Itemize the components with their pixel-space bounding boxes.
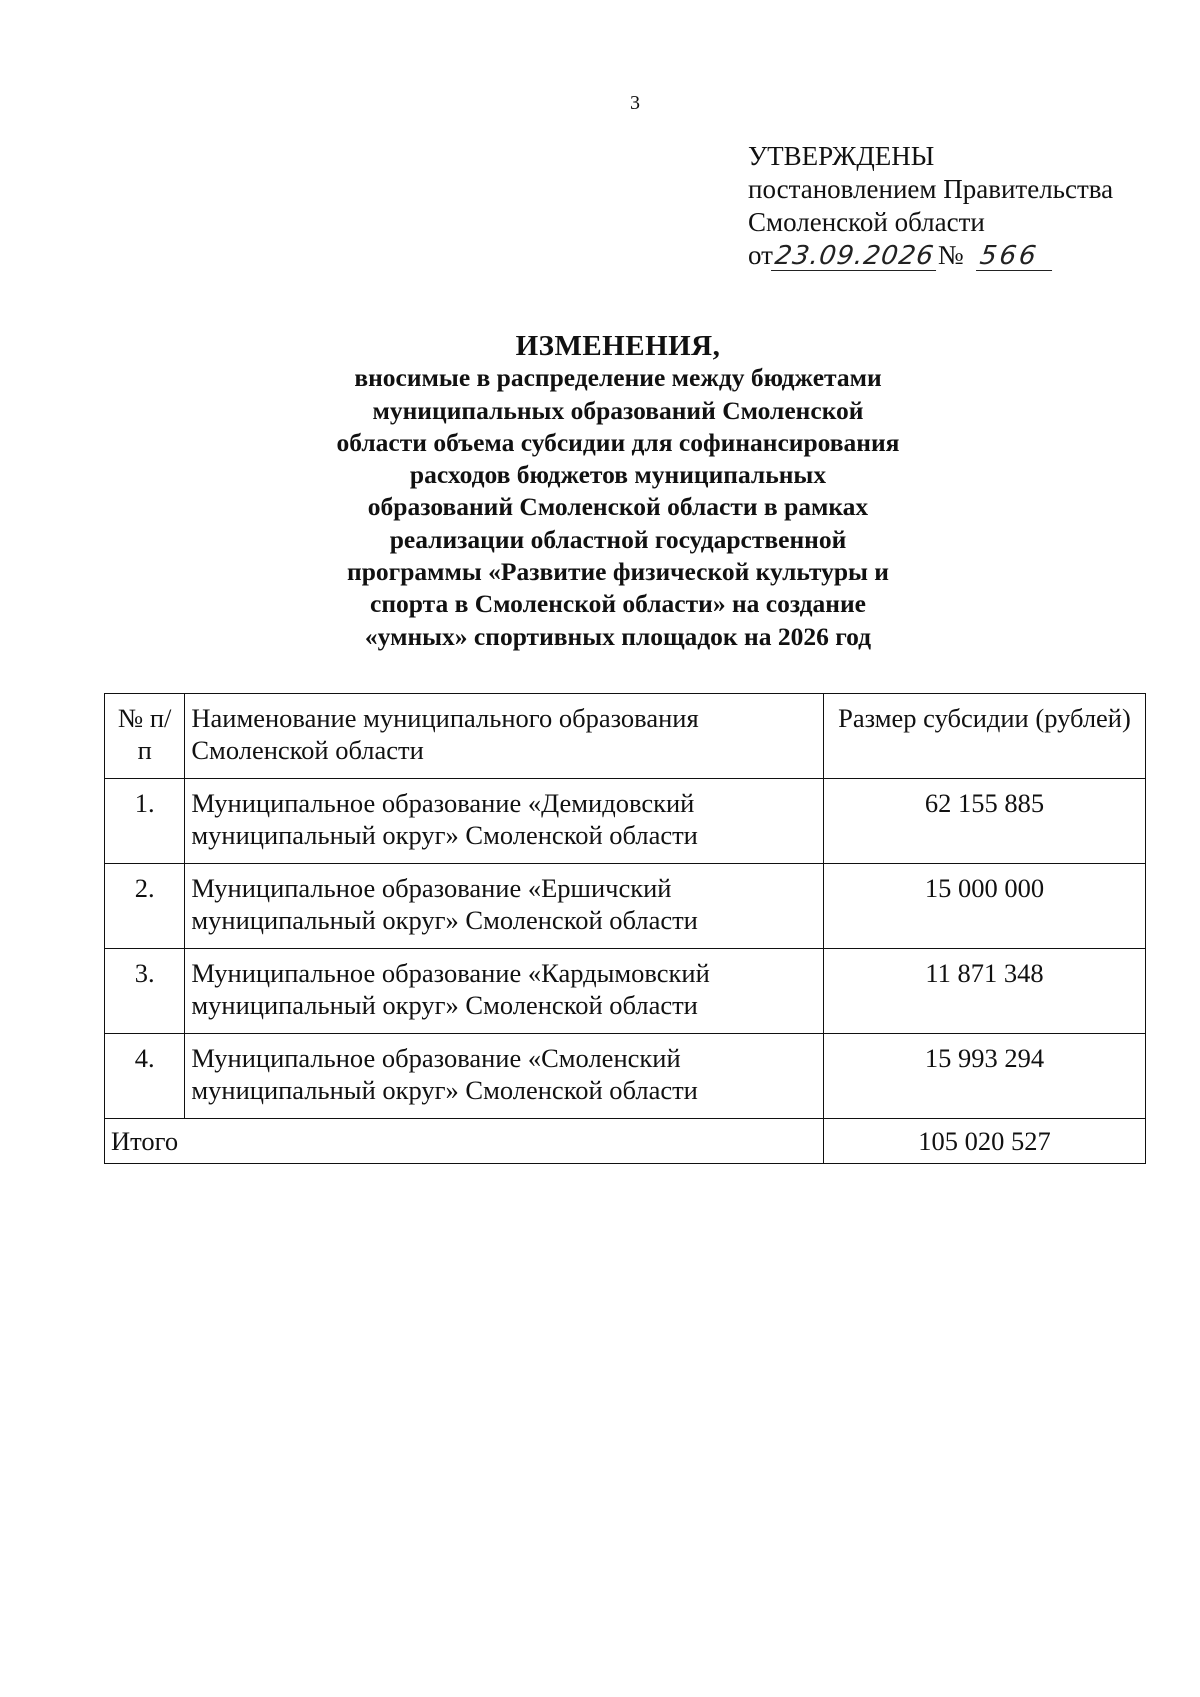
title-line: «умных» спортивных площадок на 2026 год [364,621,872,651]
header-name: Наименование муниципального образования Смоленской области [185,694,824,779]
date-prefix: от [748,240,773,270]
total-label: Итого [105,1119,824,1164]
header-num: № п/п [105,694,185,779]
approval-stamp [748,140,1113,272]
row-name: Муниципальное образование «Демидовский муниципальный округ» Смоленской области [185,779,824,864]
title-line: образований Смоленской области в рамках [367,492,869,522]
row-name: Муниципальное образование «Смоленский муниципальный округ» Смоленской области [185,1034,824,1119]
row-amount: 62 155 885 [823,779,1145,864]
approval-title: УТВЕРЖДЕНЫ [748,141,935,171]
page-number: 3 [630,92,640,114]
handwritten-date: 23.09.2026 [771,242,940,271]
title-line: реализации областной государственной [389,524,847,554]
title-line: муниципальных образований Смоленской [372,395,864,425]
title-line: спорта в Смоленской области» на создание [370,589,866,619]
approval-date-number [748,239,1113,272]
title-line: области объема субсидии для софинансирования [336,427,900,457]
table-row [105,864,1146,949]
row-num: 2. [105,864,185,949]
table-row [105,949,1146,1034]
row-amount: 15 000 000 [823,864,1145,949]
header-amount: Размер субсидии (рублей) [823,694,1145,779]
table-row [105,1034,1146,1119]
title-line: вносимые в распределение между бюджетами [354,363,882,393]
row-num: 1. [105,779,185,864]
row-num: 3. [105,949,185,1034]
row-num: 4. [105,1034,185,1119]
document-title [280,330,956,653]
title-line: программы «Развитие физической культуры и [347,557,889,587]
table-header-row [105,694,1146,779]
row-name: Муниципальное образование «Ершичский муниципальный округ» Смоленской области [185,864,824,949]
total-amount: 105 020 527 [823,1119,1145,1164]
title-heading: ИЗМЕНЕНИЯ, [515,330,721,362]
row-amount: 11 871 348 [823,949,1145,1034]
handwritten-number: 566 [976,242,1056,271]
approval-region: Смоленской области [748,207,985,237]
table-row [105,779,1146,864]
row-name: Муниципальное образование «Кардымовский муниципальный округ» Смоленской области [185,949,824,1034]
title-line: расходов бюджетов муниципальных [409,460,827,490]
table-total-row [105,1119,1146,1164]
subsidy-table [104,693,1146,1164]
approval-resolution: постановлением Правительства [748,174,1114,204]
number-prefix: № [937,240,964,270]
row-amount: 15 993 294 [823,1034,1145,1119]
